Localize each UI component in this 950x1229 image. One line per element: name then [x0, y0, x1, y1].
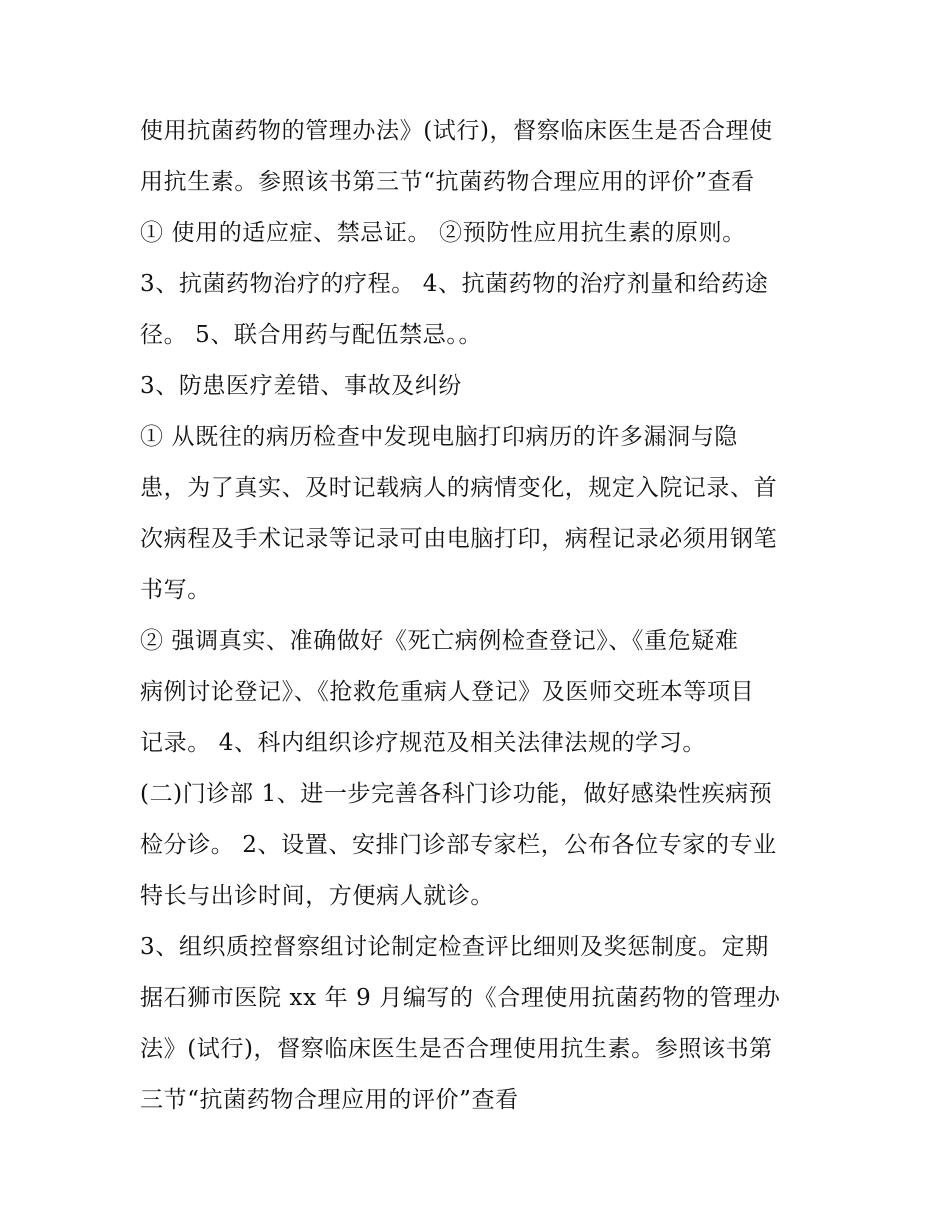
text-line: 检分诊。 2、设置、安排门诊部专家栏，公布各位专家的专业 — [140, 832, 777, 858]
text-line: 病例讨论登记》、《抢救危重病人登记》及医师交班本等项目 — [140, 679, 755, 705]
text-line: 法》(试行)，督察临床医生是否合理使用抗生素。参照该书第 — [140, 1036, 773, 1062]
text-line: ① 从既往的病历检查中发现电脑打印病历的许多漏洞与隐 — [140, 424, 738, 450]
text-line: 三节“抗菌药物合理应用的评价”查看 — [140, 1087, 519, 1113]
text-line: 径。 5、联合用药与配伍禁忌。。 — [140, 322, 483, 348]
document-body — [140, 106, 820, 1126]
text-line: 次病程及手术记录等记录可由电脑打印，病程记录必须用钢笔 — [140, 526, 778, 552]
text-line: (二)门诊部 1、进一步完善各科门诊功能，做好感染性疾病预 — [140, 781, 773, 807]
text-line: 特长与出诊时间，方便病人就诊。 — [140, 883, 494, 909]
text-line: 使用抗菌药物的管理办法》(试行)，督察临床医生是否合理使 — [140, 118, 773, 144]
text-line: ② 强调真实、准确做好《死亡病例检查登记》、《重危疑难 — [140, 628, 739, 654]
text-line: 3、防患医疗差错、事故及纠纷 — [140, 373, 463, 399]
text-line: 患，为了真实、及时记载病人的病情变化，规定入院记录、首 — [140, 475, 778, 501]
text-line: 书写。 — [140, 577, 211, 603]
text-line: 据石狮市医院 xx 年 9 月编写的《合理使用抗菌药物的管理办 — [140, 985, 781, 1011]
text-line: ① 使用的适应症、禁忌证。 ②预防性应用抗生素的原则。 — [140, 220, 746, 246]
text-line: 记录。 4、科内组织诊疗规范及相关法律法规的学习。 — [140, 730, 706, 756]
text-line: 3、抗菌药物治疗的疗程。 4、抗菌药物的治疗剂量和给药途 — [140, 271, 769, 297]
text-line: 用抗生素。参照该书第三节“抗菌药物合理应用的评价”查看 — [140, 169, 755, 195]
text-line: 3、组织质控督察组讨论制定检查评比细则及奖惩制度。定期 — [140, 934, 769, 960]
